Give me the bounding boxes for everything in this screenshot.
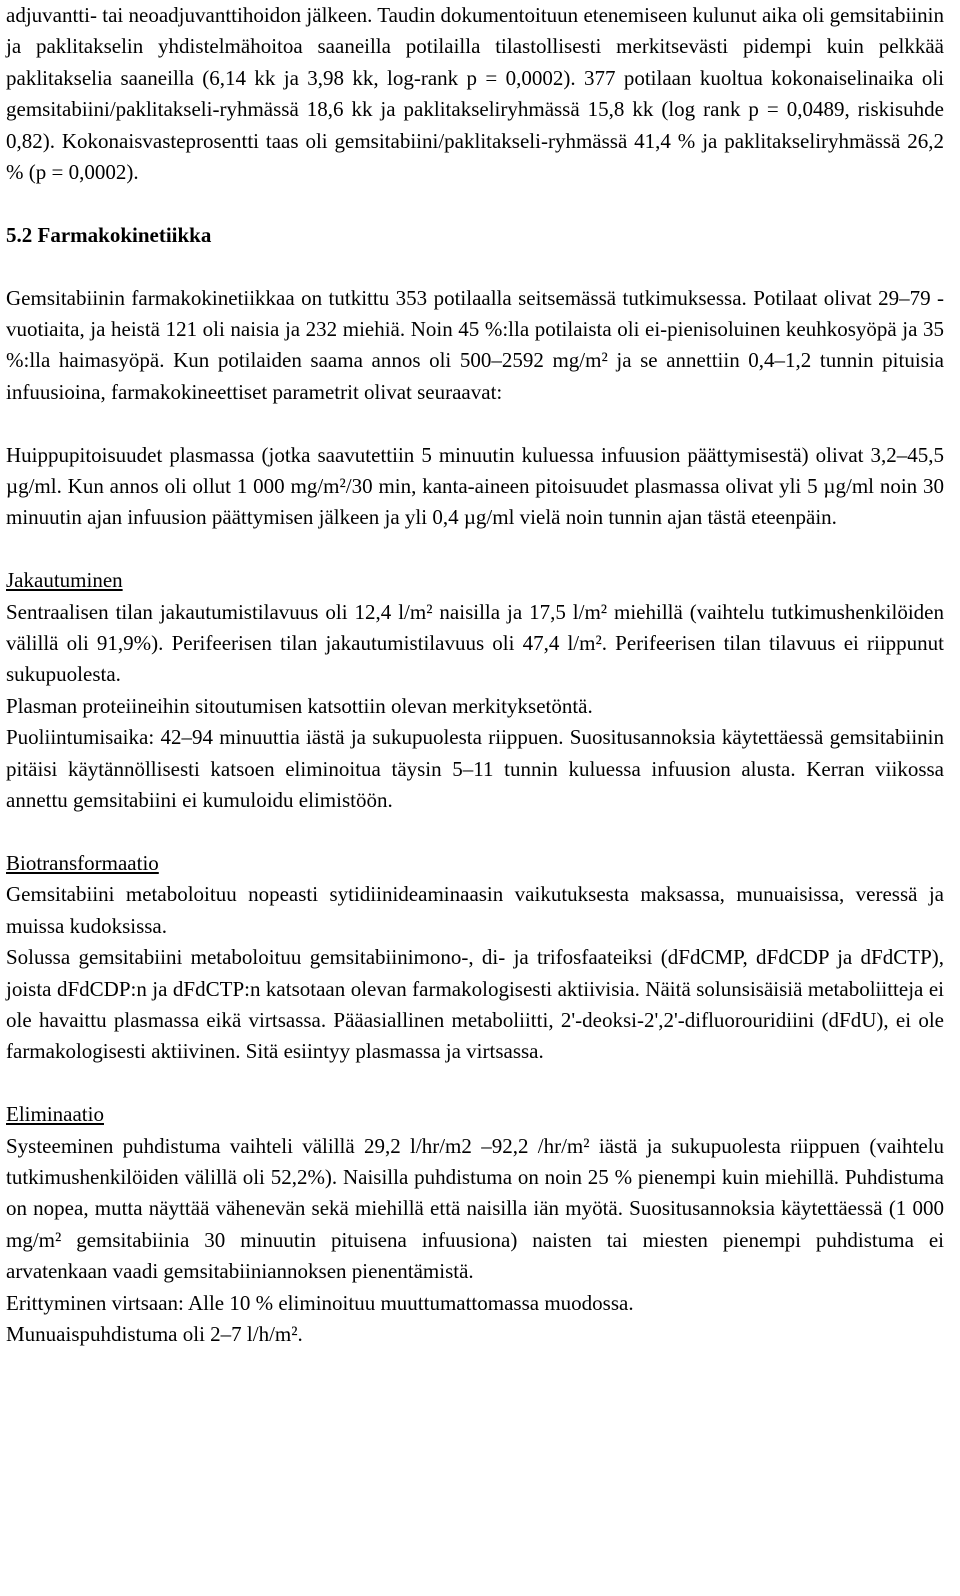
elimination-line: Erittyminen virtsaan: Alle 10 % eliminoituu muuttumattomassa muodossa.	[6, 1290, 634, 1315]
distribution-line: Sentraalisen tilan jakautumistilavuus oli 12,4 l/m² naisilla ja 17,5 l/m² miehillä (vaihtelu tutkimushenkilöiden välillä oli 91,9%). Perifeerisen tilan jakautumistilavuus oli 47,4 l/m². Perifeerisen tilan tilavuus ei riippunut sukupuolesta.	[6, 599, 944, 687]
elimination-heading	[6, 1099, 944, 1130]
spacer	[6, 817, 944, 848]
intro-paragraph: adjuvantti- tai neoadjuvanttihoidon jälkeen. Taudin dokumentoituun etenemiseen kulunut aika oli gemsitabiinin ja paklitakselin yhdistelmähoitoa saaneilla potilailla tilastollisesti merkitsevästi pidempi kuin pelkkää paklitakselia saaneilla (6,14 kk ja 3,98 kk, log-rank p = 0,0002). 377 potilaan kuoltua kokonaiselinaika oli gemsitabiini/paklitakseli-ryhmässä 18,6 kk ja paklitakseliryhmässä 15,8 kk (log rank p = 0,0489, riskisuhde 0,82). Kokonaisvasteprosentti taas oli gemsitabiini/paklitakseli-ryhmässä 41,4 % ja paklitakseliryhmässä 26,2 % (p = 0,0002).	[6, 3, 944, 185]
section-heading: 5.2 Farmakokinetiikka	[6, 222, 212, 247]
elimination-heading-text: Eliminaatio	[6, 1102, 104, 1127]
biotransformation-heading	[6, 848, 944, 879]
distribution-heading-text: Jakautuminen	[6, 568, 123, 593]
spacer	[6, 1068, 944, 1099]
spacer	[6, 188, 944, 219]
pk-paragraph-1: Gemsitabiinin farmakokinetiikkaa on tutkittu 353 potilaalla seitsemässä tutkimuksessa. Potilaat olivat 29–79 -vuotiaita, ja heistä 121 oli naisia ja 232 miehiä. Noin 45 %:lla potilaista oli ei-pienisoluinen keuhkosyöpä ja 35 %:lla haimasyöpä. Kun potilaiden saama annos oli 500–2592 mg/m² ja se annettiin 0,4–1,2 tunnin pituisia infuusioina, farmakokineettiset parametrit olivat seuraavat:	[6, 285, 944, 404]
spacer	[6, 251, 944, 282]
spacer	[6, 534, 944, 565]
elimination-line: Munuaispuhdistuma oli 2–7 l/h/m².	[6, 1321, 303, 1346]
pk-paragraph-2: Huippupitoisuudet plasmassa (jotka saavutettiin 5 minuutin kuluessa infuusion päättymisestä) olivat 3,2–45,5 µg/ml. Kun annos oli ollut 1 000 mg/m²/30 min, kanta-aineen pitoisuudet plasmassa olivat yli 5 µg/ml noin 30 minuutin ajan infuusion päättymisen jälkeen ja yli 0,4 µg/ml vielä noin tunnin ajan tästä eteenpäin.	[6, 442, 944, 530]
distribution-line: Plasman proteiineihin sitoutumisen katsottiin olevan merkityksetöntä.	[6, 693, 593, 718]
biotransformation-line: Solussa gemsitabiini metaboloituu gemsitabiinimono-, di- ja trifosfaateiksi (dFdCMP, dFdCDP ja dFdCTP), joista dFdCDP:n ja dFdCTP:n katsotaan olevan farmakologisesti aktiivisia. Näitä solunsisäisiä metaboliitteja ei ole havaittu plasmassa eikä virtsassa. Pääasiallinen metaboliitti, 2'-deoksi-2',2'-difluorouridiini (dFdU), ei ole farmakologisesti aktiivinen. Sitä esiintyy plasmassa ja virtsassa.	[6, 945, 944, 1064]
distribution-line: Puoliintumisaika: 42–94 minuuttia iästä ja sukupuolesta riippuen. Suositusannoksia käytettäessä gemsitabiinin pitäisi käytännöllisesti katsoen eliminoitua täysin 5–11 tunnin kuluessa infuusion alusta. Kerran viikossa annettu gemsitabiini ei kumuloidu elimistöön.	[6, 725, 944, 813]
biotransformation-line: Gemsitabiini metaboloituu nopeasti sytidiinideaminaasin vaikutuksesta maksassa, munuaisissa, veressä ja muissa kudoksissa.	[6, 882, 944, 938]
elimination-line: Systeeminen puhdistuma vaihteli välillä 29,2 l/hr/m2 –92,2 /hr/m² iästä ja sukupuolesta riippuen (vaihtelu tutkimushenkilöiden välillä oli 52,2%). Naisilla puhdistuma on noin 25 % pienempi kuin miehillä. Puhdistuma on nopea, mutta näyttää vähenevän sekä miehillä että naisilla iän myötä. Suositusannoksia käytettäessä (1 000 mg/m² gemsitabiinia 30 minuutin pituisena infuusiona) naisten tai miesten pienempi puhdistuma ei arvatenkaan vaadi gemsitabiiniannoksen pienentämistä.	[6, 1133, 944, 1284]
biotransformation-heading-text: Biotransformaatio	[6, 850, 159, 875]
distribution-heading	[6, 565, 944, 596]
spacer	[6, 408, 944, 439]
